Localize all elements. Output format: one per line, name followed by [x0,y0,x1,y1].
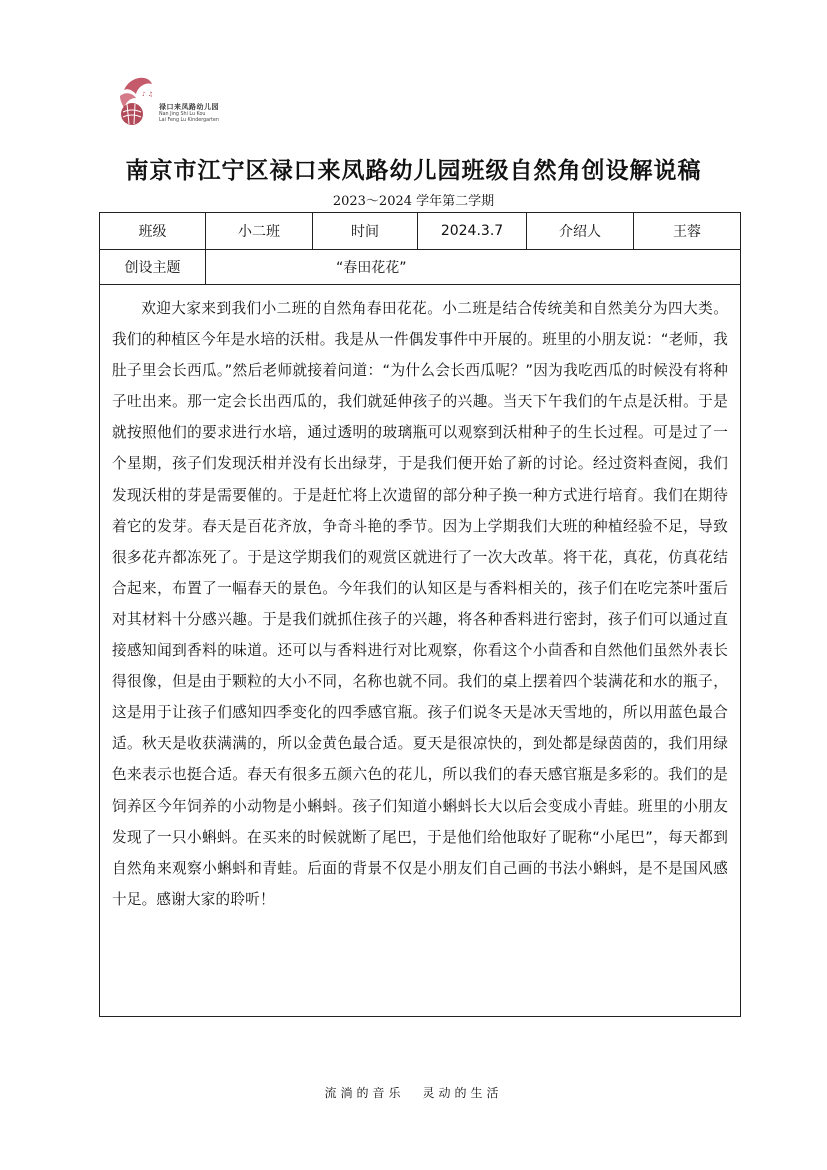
logo-name-en-line1: Nan Jing Shi Lu Kou [159,112,206,117]
footer-left: 流淌的音乐 [324,1086,405,1100]
table-row [100,285,741,1017]
class-label: 班级 [100,213,206,250]
body-cell [100,285,741,1017]
svg-text:♪ ♫: ♪ ♫ [142,91,154,98]
theme-label: 创设主题 [100,250,206,285]
kindergarten-emblem-icon [110,72,160,134]
info-table [99,212,741,1017]
kindergarten-logo [110,72,240,134]
theme-value: “春田花花” [206,250,741,285]
presenter-label: 介绍人 [527,213,634,250]
logo-text [159,103,249,124]
logo-name-en-line2: Lai Feng Lu Kindergarten [159,118,219,123]
class-value: 小二班 [206,213,313,250]
footer-slogan [0,1084,827,1101]
table-row [100,250,741,285]
document-subtitle: 2023～2024 学年第二学期 [332,194,495,209]
document-title: 南京市江宁区禄口来凤路幼儿园班级自然角创设解说稿 [125,158,702,184]
footer-right: 灵动的生活 [422,1086,503,1100]
body-text: 欢迎大家来到我们小二班的自然角春田花花。小二班是结合传统美和自然美分为四大类。我们的种植区今年是水培的沃柑。我是从一件偶发事件中开展的。班里的小朋友说：“老师，我肚子里会长西瓜。”然后老师就接着问道：“为什么会长西瓜呢？”因为我吃西瓜的时候没有将种子吐出来。那一定会长出西瓜的，我们就延伸孩子的兴趣。当天下午我们的午点是沃柑。于是就按照他们的要求进行水培，通过透明的玻璃瓶可以观察到沃柑种子的生长过程。可是过了一个星期，孩子们发现沃柑并没有长出绿芽，于是我们便开始了新的讨论。经过资料查阅，我们发现沃柑的芽是需要催的。于是赶忙将上次遗留的部分种子换一种方式进行培育。我们在期待着它的发芽。春天是百花齐放，争奇斗艳的季节。因为上学期我们大班的种植经验不足，导致很多花卉都冻死了。于是这学期我们的观赏区就进行了一次大改革。将干花，真花，仿真花结合起来，布置了一幅春天的景色。今年我们的认知区是与香料相关的，孩子们在吃完茶叶蛋后对其材料十分感兴趣。于是我们就抓住孩子的兴趣，将各种香料进行密封，孩子们可以通过直接感知闻到香料的味道。还可以与香料进行对比观察，你看这个小茴香和自然他们虽然外表长得很像，但是由于颗粒的大小不同，名称也就不同。我们的桌上摆着四个装满花和水的瓶子，这是用于让孩子们感知四季变化的四季感官瓶。孩子们说冬天是冰天雪地的，所以用蓝色最合适。秋天是收获满满的，所以金黄色最合适。夏天是很凉快的，到处都是绿茵茵的，我们用绿色来表示也挺合适。春天有很多五颜六色的花儿，所以我们的春天感官瓶是多彩的。我们的是饲养区今年饲养的小动物是小蝌蚪。孩子们知道小蝌蚪长大以后会变成小青蛙。班里的小朋友发现了一只小蝌蚪。在买来的时候就断了尾巴，于是他们给他取好了昵称“小尾巴”，每天都到自然角来观察小蝌蚪和青蛙。后面的背景不仅是小朋友们自己画的书法小蝌蚪，是不是国风感十足。感谢大家的聆听！ [112,300,728,908]
presenter-value: 王蓉 [634,213,741,250]
table-row [100,213,741,250]
time-value: 2024.3.7 [418,213,527,250]
time-label: 时间 [313,213,418,250]
logo-name-cn: 禄口来凤路幼儿园 [159,103,219,111]
